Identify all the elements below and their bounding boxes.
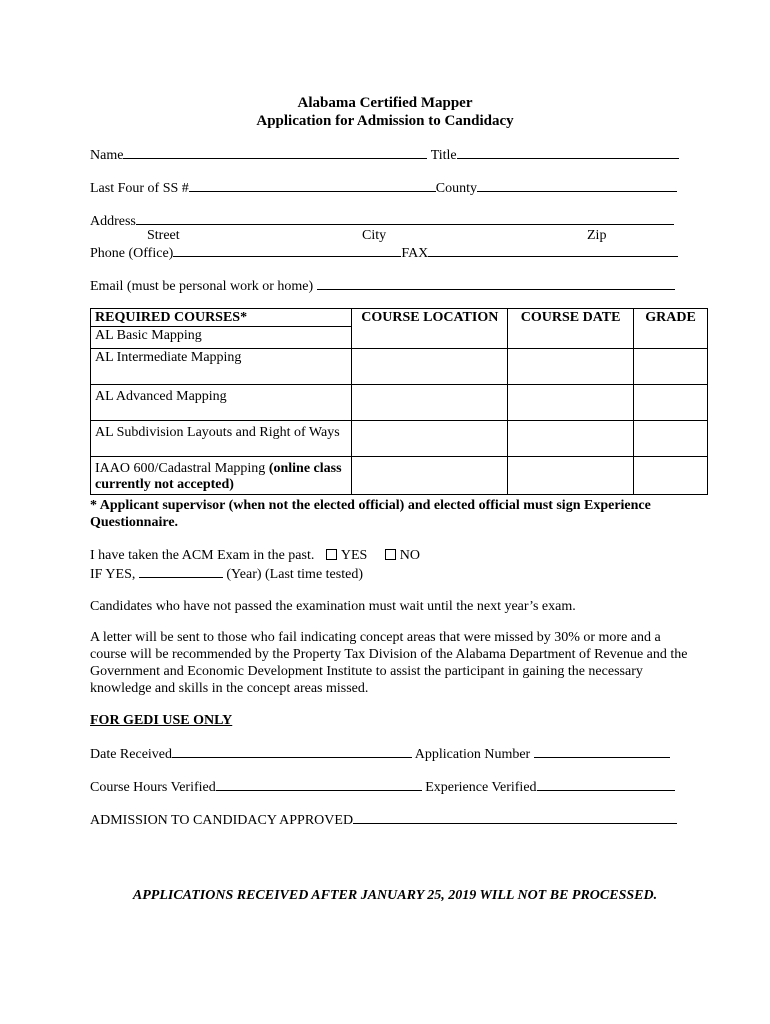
- course-note: (online class currently not accepted): [95, 461, 342, 492]
- table-row: [91, 421, 708, 457]
- name-label: Name: [90, 148, 124, 163]
- course-name: AL Intermediate Mapping: [91, 349, 352, 385]
- header-course-date: COURSE DATE: [508, 309, 634, 349]
- ssn-field[interactable]: [189, 179, 436, 192]
- course-hours-field[interactable]: [216, 778, 422, 791]
- table-row: [91, 349, 708, 385]
- paragraph-letter: A letter will be sent to those who fail indicating concept areas that were missed by 30% or more and a course will be recommended by the Property Tax Division of the Alabama Department of Revenue and the Government and Economic Development Institute to assist the participant in gaining the necessary knowledge and skills in the concept areas missed.: [90, 630, 688, 696]
- gedi-row-1: [90, 745, 670, 763]
- no-checkbox[interactable]: [385, 549, 396, 560]
- paragraph-wait: Candidates who have not passed the examination must wait until the next year’s exam.: [90, 599, 576, 614]
- yes-checkbox[interactable]: [326, 549, 337, 560]
- if-yes-label: IF YES,: [90, 567, 136, 582]
- experience-verified-field[interactable]: [537, 778, 675, 791]
- course-location-cell[interactable]: [352, 349, 508, 385]
- table-header-row: [91, 309, 708, 327]
- exam-question-row: [90, 548, 420, 564]
- county-label: County: [435, 181, 478, 196]
- year-label: (Year) (Last time tested): [226, 567, 363, 582]
- title-field[interactable]: [457, 146, 679, 159]
- grade-cell[interactable]: [634, 385, 708, 421]
- course-location-cell[interactable]: [352, 457, 508, 495]
- course-location-cell[interactable]: [352, 385, 508, 421]
- date-received-label: Date Received: [90, 747, 173, 762]
- footnote: * Applicant supervisor (when not the elected official) and elected official must sign Experience Questionnaire.: [90, 498, 651, 530]
- grade-cell[interactable]: [634, 349, 708, 385]
- header-grade: GRADE: [634, 309, 708, 349]
- course-date-cell[interactable]: [508, 349, 634, 385]
- zip-label: Zip: [587, 228, 607, 243]
- year-field[interactable]: [139, 565, 223, 578]
- course-name-text: IAAO 600/Cadastral Mapping: [95, 461, 269, 476]
- course-date-cell[interactable]: [508, 421, 634, 457]
- form-subtitle: Application for Admission to Candidacy: [256, 113, 514, 129]
- phone-field[interactable]: [173, 244, 401, 257]
- name-row: [90, 146, 679, 164]
- application-number-field[interactable]: [534, 745, 670, 758]
- table-row: [91, 457, 708, 495]
- grade-cell[interactable]: [634, 421, 708, 457]
- table-row: [91, 385, 708, 421]
- ssn-row: [90, 179, 677, 197]
- fax-label: FAX: [401, 246, 429, 261]
- course-location-cell[interactable]: [352, 421, 508, 457]
- address-label: Address: [90, 214, 136, 229]
- header-required-courses: REQUIRED COURSES*: [91, 309, 352, 327]
- county-field[interactable]: [477, 179, 677, 192]
- grade-cell[interactable]: [634, 457, 708, 495]
- street-label: Street: [147, 228, 180, 243]
- fax-field[interactable]: [428, 244, 678, 257]
- email-label: Email (must be personal work or home): [90, 279, 314, 294]
- email-field[interactable]: [317, 277, 675, 290]
- form-title: Alabama Certified Mapper: [297, 95, 473, 111]
- no-label: NO: [399, 548, 421, 563]
- title-label: Title: [430, 148, 457, 163]
- date-received-field[interactable]: [172, 745, 412, 758]
- exam-question: I have taken the ACM Exam in the past.: [90, 548, 315, 563]
- deadline-notice: APPLICATIONS RECEIVED AFTER JANUARY 25, 2019 WILL NOT BE PROCESSED.: [132, 888, 658, 903]
- exam-year-row: [90, 565, 363, 583]
- gedi-row-3: [90, 811, 677, 829]
- email-row: [90, 277, 675, 295]
- experience-verified-label: Experience Verified: [425, 780, 537, 795]
- city-label: City: [362, 228, 387, 243]
- course-name: [91, 457, 352, 495]
- admission-approved-field[interactable]: [353, 811, 677, 824]
- address-field[interactable]: [136, 212, 674, 225]
- course-name: AL Subdivision Layouts and Right of Ways: [91, 421, 352, 457]
- ssn-label: Last Four of SS #: [90, 181, 189, 196]
- courses-table: [90, 308, 708, 495]
- course-hours-label: Course Hours Verified: [90, 780, 216, 795]
- course-date-cell[interactable]: [508, 385, 634, 421]
- gedi-row-2: [90, 778, 675, 796]
- admission-approved-label: ADMISSION TO CANDIDACY APPROVED: [90, 813, 354, 828]
- gedi-heading: FOR GEDI USE ONLY: [90, 713, 233, 728]
- course-date-cell[interactable]: [508, 457, 634, 495]
- phone-row: [90, 244, 678, 262]
- course-name: AL Basic Mapping: [91, 327, 352, 349]
- phone-label: Phone (Office): [90, 246, 174, 261]
- application-number-label: Application Number: [414, 747, 531, 762]
- header-course-location: COURSE LOCATION: [352, 309, 508, 349]
- yes-label: YES: [340, 548, 368, 563]
- course-name: AL Advanced Mapping: [91, 385, 352, 421]
- name-field[interactable]: [123, 146, 427, 159]
